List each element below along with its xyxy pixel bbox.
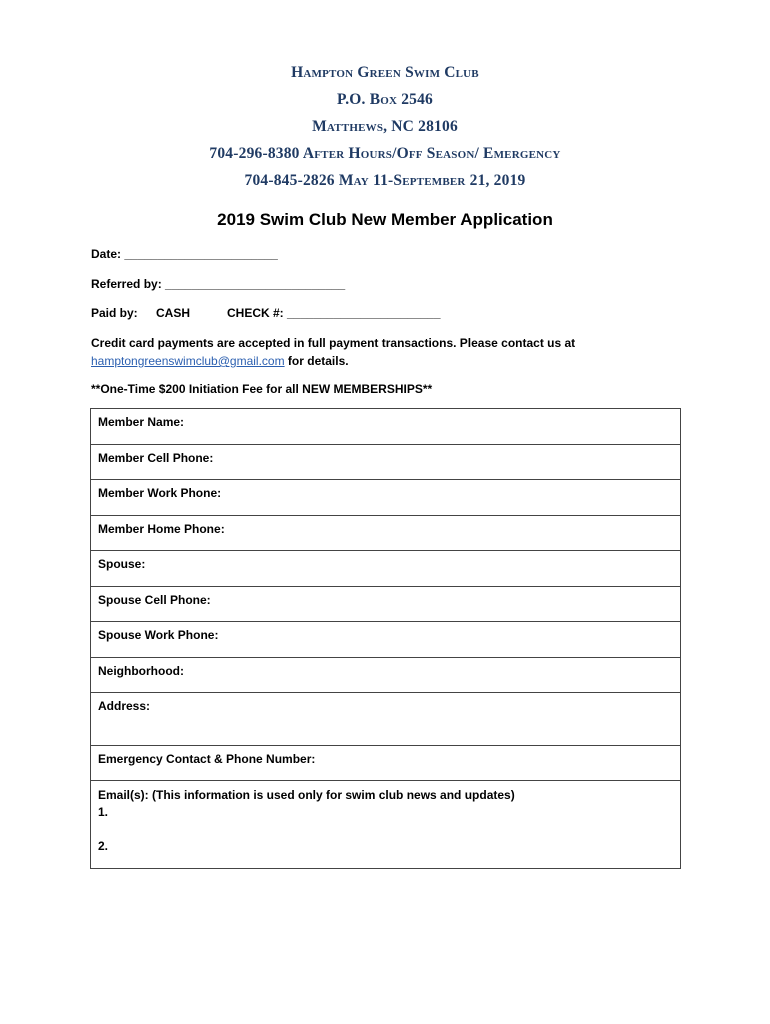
member-cell-phone-label: Member Cell Phone: (98, 450, 214, 465)
emergency-contact-label: Emergency Contact & Phone Number: (98, 752, 316, 766)
payment-note-suffix: for details. (284, 354, 349, 368)
member-work-phone-field[interactable] (91, 480, 680, 516)
date-field[interactable]: Date: _______________________ (91, 247, 278, 261)
emergency-contact-field[interactable] (91, 746, 680, 781)
spouse-field[interactable] (91, 551, 680, 587)
emails-label: Email(s): (This information is used only for swim club news and updates) (98, 788, 515, 802)
spouse-work-phone-field[interactable] (91, 622, 680, 658)
initiation-fee-note: **One-Time $200 Initiation Fee for all NEW MEMBERSHIPS** (91, 382, 433, 396)
neighborhood-label: Neighborhood: (98, 663, 184, 678)
member-work-phone-label: Member Work Phone: (98, 486, 222, 500)
member-home-phone-label: Member Home Phone: (98, 521, 225, 536)
member-cell-phone-field[interactable] (91, 445, 680, 481)
city-state: Matthews, NC 28106 (312, 118, 458, 135)
email-spacer (98, 821, 680, 838)
payment-note (91, 334, 691, 370)
spouse-cell-phone-field[interactable] (91, 587, 680, 623)
emails-field[interactable] (91, 781, 680, 869)
neighborhood-field[interactable] (91, 658, 680, 694)
check-number-field[interactable]: CHECK #: _______________________ (227, 306, 441, 320)
phone-season: 704-845-2826 May 11-September 21, 2019 (244, 172, 526, 189)
phone-emergency: 704-296-8380 After Hours/Off Season/ Emergency (209, 145, 561, 162)
club-name: Hampton Green Swim Club (291, 64, 479, 81)
spouse-label: Spouse: (98, 557, 146, 571)
spouse-cell-phone-label: Spouse Cell Phone: (98, 592, 211, 607)
member-name-field[interactable] (91, 409, 680, 445)
address-label: Address: (98, 699, 151, 713)
member-info-table (90, 408, 681, 869)
form-title: 2019 Swim Club New Member Application (217, 210, 553, 229)
member-home-phone-field[interactable] (91, 516, 680, 552)
member-name-label: Member Name: (98, 415, 185, 429)
contact-email-link[interactable]: hamptongreenswimclub@gmail.com (91, 354, 285, 368)
cash-option[interactable]: CASH (156, 306, 191, 320)
spouse-work-phone-label: Spouse Work Phone: (98, 628, 219, 642)
address-field[interactable] (91, 693, 680, 746)
po-box: P.O. Box 2546 (336, 91, 434, 108)
paid-by-label: Paid by: (91, 306, 138, 320)
paid-by-row (91, 306, 441, 320)
referred-by-field[interactable]: Referred by: ___________________________ (91, 277, 346, 291)
email-1-label: 1. (98, 805, 109, 819)
payment-note-text: Credit card payments are accepted in full payment transactions. Please contact us at (91, 336, 576, 350)
email-2-label: 2. (98, 839, 109, 853)
